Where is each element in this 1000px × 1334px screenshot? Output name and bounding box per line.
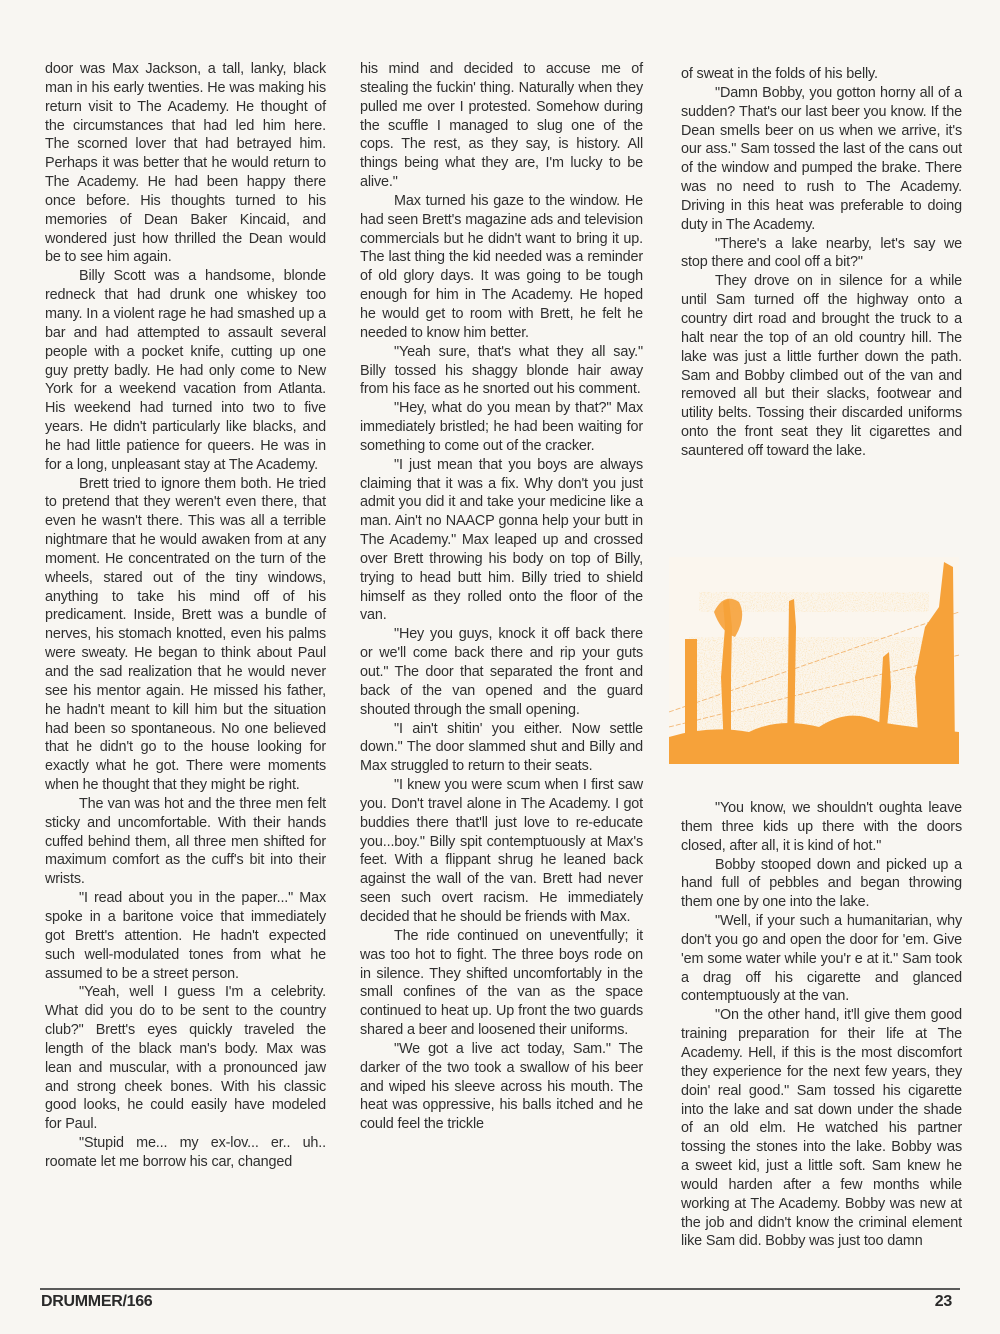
paragraph: "Well, if your such a humanitarian, why don't you go and open the door for 'em. Give 'em some water while you'r e at it." Sam took a drag off his cigarette and glanced contemptuously at the van. <box>681 913 962 1005</box>
paragraph: "Stupid me... my ex-lov... er.. uh.. roomate let me borrow his car, changed <box>45 1135 326 1170</box>
paragraph: "Hey, what do you mean by that?" Max immediately bristled; he had been waiting for something to come out of the cracker. <box>360 400 643 454</box>
text-column-2 <box>360 60 643 1134</box>
paragraph: of sweat in the folds of his belly. <box>681 66 878 82</box>
paragraph: The ride continued on uneventfully; it was too hot to fight. The three boys rode on in silence. They shifted uncomfortably in the small confines of the van as the space continued to heat up. Up front the two guards shared a beer and loosened their uniforms. <box>360 927 643 1039</box>
barbed-wire-fence-image <box>669 557 959 764</box>
paragraph: Brett tried to ignore them both. He tried to pretend that they weren't even there, that even he wasn't there. This was all a terrible nightmare that he would awaken from at any moment. He concentrated on the turn of the wheels, stared out of the tiny windows, anything to take his mind off of his predicament. Inside, Brett was a bundle of nerves, his stomach knotted, even his palms were sweaty. He began to think about Paul and the sad realization that he would never see his mentor again. He missed his father, he hadn't meant to kill him but the situation had been so spontaneous. No one believed that he didn't go to the house looking for exactly what he got. There were moments when he thought that they might be right. <box>45 475 326 794</box>
text-column-1 <box>45 60 326 1172</box>
paragraph: door was Max Jackson, a tall, lanky, black man in his early twenties. He was making his return visit to The Academy. He thought of the circumstances that had led him here. The scorned lover that had betrayed him. Perhaps it was better that he would return to The Academy. He had been happy there once before. His thoughts turned to his memories of Dean Baker Kincaid, and wondered just how thrilled the Dean would be to see him again. <box>45 61 326 266</box>
paragraph: "I read about you in the paper..." Max spoke in a baritone voice that immediately got Brett's attention. He hadn't expected such well-modulated tones from what he assumed to be a street person. <box>45 890 326 982</box>
publication-issue-label: DRUMMER/166 <box>41 1293 153 1310</box>
paragraph: "There's a lake nearby, let's say we stop there and cool off a bit?" <box>681 235 962 271</box>
paragraph: "I ain't shitin' you either. Now settle down." The door slammed shut and Billy and Max struggled to return to their seats. <box>360 720 643 775</box>
paragraph: "We got a live act today, Sam." The darker of the two took a swallow of his beer and wiped his sleeve across his mouth. The heat was oppressive, his balls itched and he could feel the trickle <box>360 1040 643 1133</box>
paragraph: They drove on in silence for a while until Sam turned off the highway onto a country dirt road and brought the truck to a halt near the top of an old country hill. The lake was just a little further down the path. Sam and Bobby climbed out of the van and removed all but their slacks, footwear and utility belts. Tossing their discarded uniforms onto the front seat they lit cigarettes and sauntered off toward the lake. <box>681 273 962 459</box>
paragraph: The van was hot and the three men felt sticky and uncomfortable. With their hands cuffed behind them, all three men shifted for maximum comfort as the cuff's bit into their wrists. <box>45 795 326 888</box>
paragraph: "Damn Bobby, you gotton horny all of a sudden? That's our last beer you know. If the Dean smells beer on us when we arrive, it's our ass." Sam tossed the last of the cans out of the window and pumped the brake. There was no need to rush to The Academy. Driving in this heat was preferable to doing duty in The Academy. <box>681 84 962 233</box>
paragraph: Max turned his gaze to the window. He had seen Brett's magazine ads and television commercials but he didn't want to bring it up. The last thing the kid needed was a reminder of old glory days. It was going to be tough enough for him in The Academy. He hoped he would get to room with Brett, he felt he needed to know him better. <box>360 192 643 341</box>
text-column-3-top <box>681 65 962 461</box>
paragraph: "Yeah, well I guess I'm a celebrity. What did you do to be sent to the country club?" Brett's eyes quickly traveled the length of the black man's body. Max was lean and muscular, with a pronounced jaw and strong cheek bones. With his classic good looks, he could easily have modeled for Paul. <box>45 984 326 1133</box>
paragraph: "Yeah sure, that's what they all say." Billy tossed his shaggy blonde hair away from his face as he snorted out his comment. <box>360 343 643 398</box>
paragraph: "You know, we shouldn't oughta leave them three kids up there with the doors closed, after all, it is kind of hot." <box>681 800 962 854</box>
paragraph: Bobby stooped down and picked up a hand full of pebbles and began throwing them one by one into the lake. <box>681 856 962 911</box>
paragraph: "On the other hand, it'll give them good training preparation for their life at The Academy. Hell, if this is the most discomfort they experience for the next few years, they doin' real good." Sam tossed his cigarette into the lake and sat down under the shade of an old elm. He watched his partner tossing the stones into the lake. Bobby was a sweet kid, just a little soft. Sam knew he would harden after a few months while working at The Academy. Bobby was new at the job and didn't know the criminal element like Sam did. Bobby was just too damn <box>681 1007 962 1250</box>
page-number: 23 <box>934 1293 952 1310</box>
footer-divider <box>40 1288 960 1290</box>
paragraph: "Hey you guys, knock it off back there or we'll come back there and rip your guts out." The door that separated the front and back of the van opened and the guard shouted through the small opening. <box>360 626 643 718</box>
fence-photo-illustration <box>669 557 959 764</box>
paragraph: "I just mean that you boys are always claiming that it was a fix. Why don't you just admit you did it and take your medicine like a man. Ain't no NAACP gonna help your butt in The Academy." Max leaped up and crossed over Brett throwing his body on top of Billy, trying to head butt him. Billy tried to shield himself as they rolled onto the floor of the van. <box>360 456 643 624</box>
paragraph: Billy Scott was a handsome, blonde redneck that had drunk one whiskey too many. In a violent rage he had smashed up a bar and had attempted to assault several people with a pocket knife, cutting up one guy pretty badly. He had only come to New York for a weekend vacation from Atlanta. His weekend had turned into two to five years. He didn't particularly like blacks, and he had little patience for queers. He was in for a long, unpleasant stay at The Academy. <box>45 268 326 473</box>
paragraph: his mind and decided to accuse me of stealing the fuckin' thing. Naturally when they pulled me over I protested. Somehow during the scuffle I managed to slug one of the cops. The rest, as they say, is history. All things being what they are, I'm lucky to be alive." <box>360 61 643 191</box>
paragraph: "I knew you were scum when I first saw you. Don't travel alone in The Academy. I got buddies there that'll just love to re-educate you...boy." Billy spit contemptuously at Max's feet. With a flippant shrug he leaned back against the wall of the van. Brett had never seen such overt racism. He immediately decided that he should be friends with Max. <box>360 777 643 925</box>
text-column-3-bottom <box>681 799 962 1251</box>
